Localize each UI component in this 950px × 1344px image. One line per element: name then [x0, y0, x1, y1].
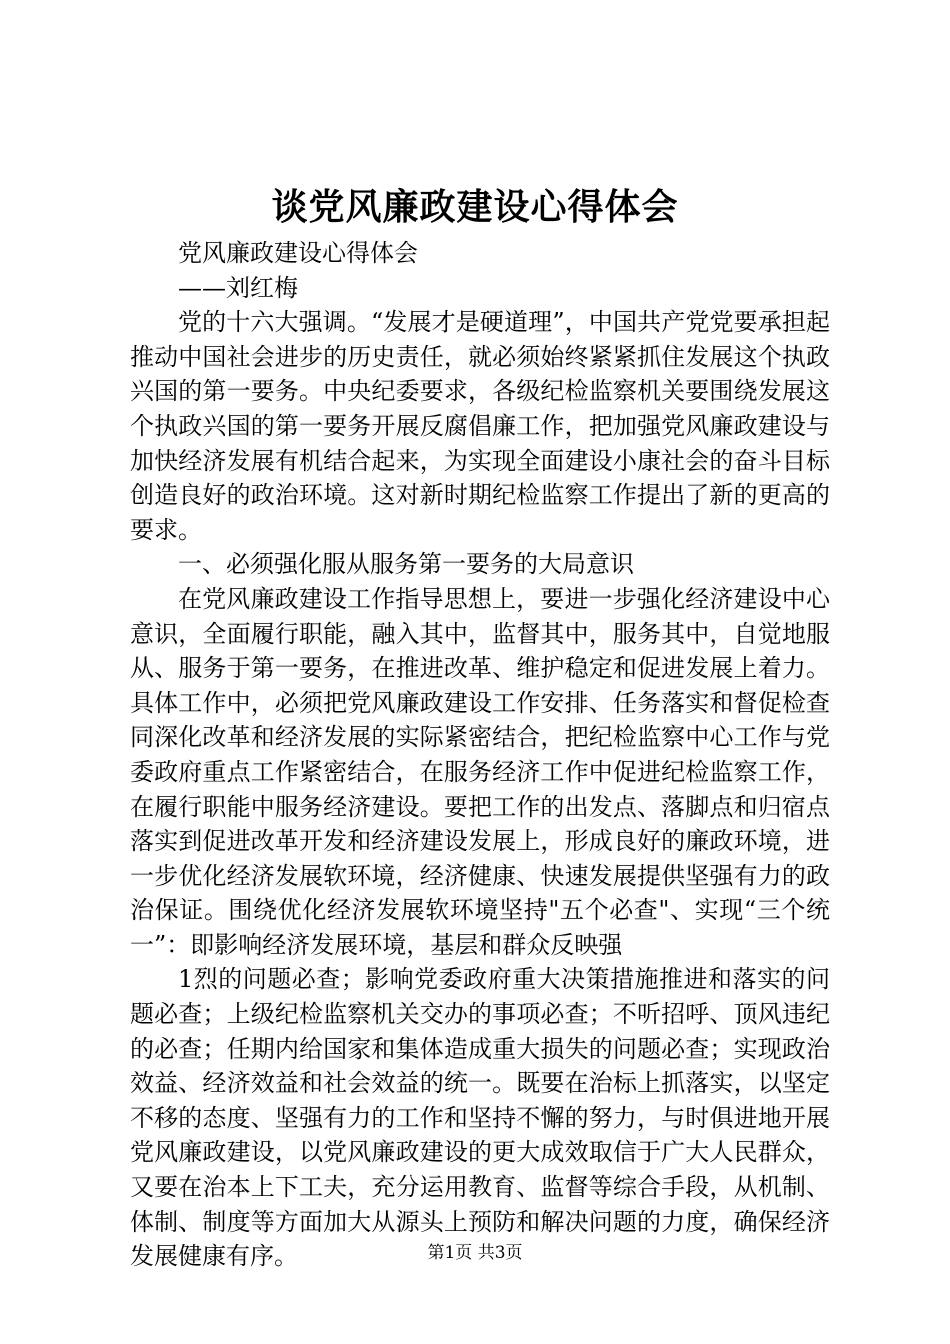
document-author: ——刘红梅 [178, 273, 298, 302]
document-subtitle: 党风廉政建设心得体会 [178, 239, 418, 267]
paragraph: 党的十六大强调。“发展才是硬道理”，中国共产党党要承担起推动中国社会进步的历史责任，就必须始终紧紧抓住发展这个执政兴国的第一要务。中央纪委要求，各级纪检监察机关要围绕发展这个执政兴国的第一要务开展反腐倡廉工作，把加强党风廉政建设与加快经济发展有机结合起来，为实现全面建设小康社会的奋斗目标创造良好的政治环境。这对新时期纪检监察工作提出了新的更高的要求。 [130, 308, 830, 544]
document-title: 谈党风廉政建设心得体会 [271, 186, 679, 228]
page-number: 第1页 共3页 [427, 1243, 523, 1263]
document-body [130, 236, 830, 1274]
section-heading: 一、必须强化服从服务第一要务的大局意识 [178, 550, 634, 579]
paragraph: 在党风廉政建设工作指导思想上，要进一步强化经济建设中心意识，全面履行职能，融入其中，监督其中，服务其中，自觉地服从、服务于第一要务，在推进改革、维护稳定和促进发展上着力。具体工作中，必须把党风廉政建设工作安排、任务落实和督促检查同深化改革和经济发展的实际紧密结合，把纪检监察中心工作与党委政府重点工作紧密结合，在服务经济工作中促进纪检监察工作，在履行职能中服务经济建设。要把工作的出发点、落脚点和归宿点落实到促进改革开发和经济建设发展上，形成良好的廉政环境，进一步优化经济发展软环境，经济健康、快速发展提供坚强有力的政治保证。围绕优化经济发展软环境坚持"五个必查"、实现“三个统一”：即影响经济发展环境，基层和群众反映强 [130, 584, 830, 959]
paragraph: 1烈的问题必查；影响党委政府重大决策措施推进和落实的问题必查；上级纪检监察机关交办的事项必查；不听招呼、顶风违纪的必查；任期内给国家和集体造成重大损失的问题必查；实现政治效益、经济效益和社会效益的统一。既要在治标上抓落实，以坚定不移的态度、坚强有力的工作和坚持不懈的努力，与时俱进地开展党风廉政建设，以党风廉政建设的更大成效取信于广大人民群众，又要在治本上下工夫，充分运用教育、监督等综合手段，从机制、体制、制度等方面加大从源头上预防和解决问题的力度，确保经济发展健康有序。 [130, 965, 830, 1271]
